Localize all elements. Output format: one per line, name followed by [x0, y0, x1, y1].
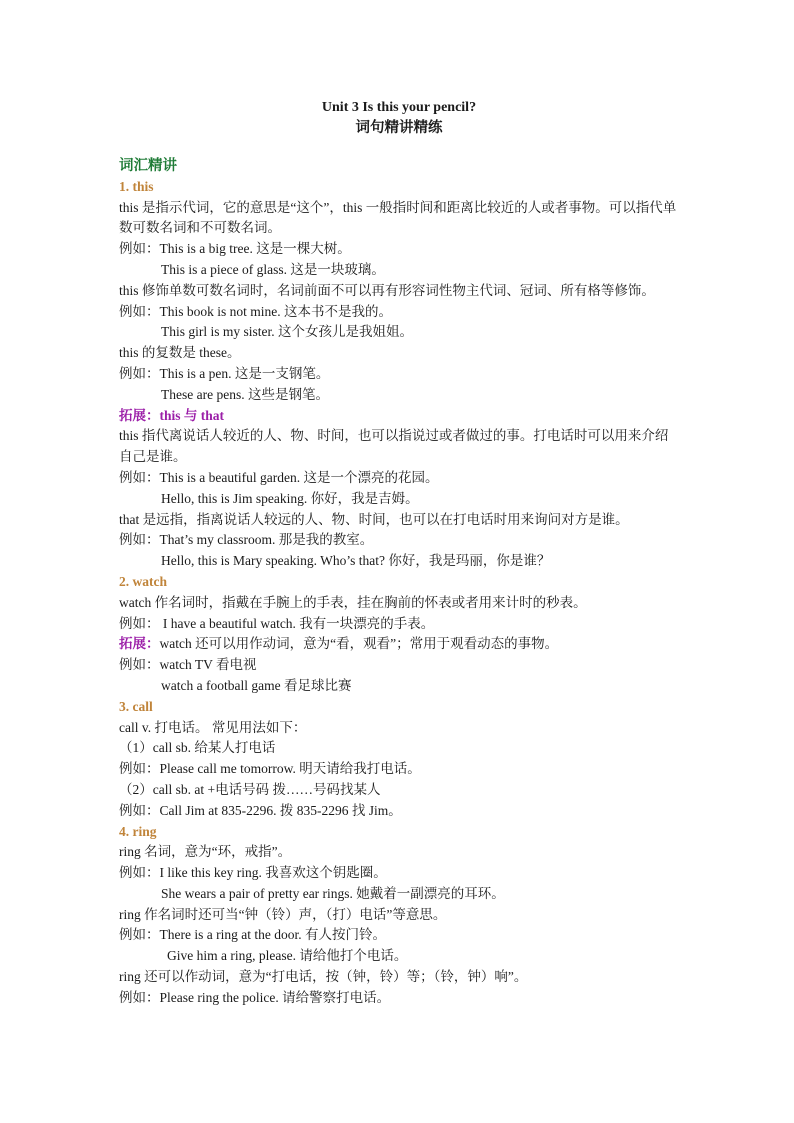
ring-paragraph-2: ring 作名词时还可当“钟（铃）声，（打）电话”等意思。 [119, 906, 447, 922]
ring-example-1b: She wears a pair of pretty ear rings. 她戴着一副漂亮的耳环。 [161, 885, 505, 901]
section-heading: 词汇精讲 [119, 158, 177, 174]
extend-example-2b: Hello, this is Mary speaking. Who’s that? 你好，我是玛丽，你是谁？ [161, 553, 551, 569]
ring-example-2a: 例如：There is a ring at the door. 有人按门铃。 [119, 927, 386, 943]
this-example-2a: 例如：This book is not mine. 这本书不是我的。 [119, 303, 392, 319]
extend-paragraph-1: this 指代离说话人较近的人、物、时间，也可以指说过或者做过的事。打电话时可以用来介绍自己是谁。 [119, 428, 669, 465]
this-example-1b: This is a piece of glass. 这是一块玻璃。 [161, 261, 385, 277]
watch-example-2b: watch a football game 看足球比赛 [161, 677, 352, 693]
extend-paragraph-2: that 是远指，指离说话人较远的人、物、时间，也可以在打电话时用来询问对方是谁。 [119, 511, 629, 527]
extend-example-2a: 例如：That’s my classroom. 那是我的教室。 [119, 532, 374, 548]
ring-example-2b: Give him a ring, please. 请给他打个电话。 [167, 948, 408, 964]
call-usage-2: （2）call sb. at +电话号码 拨……号码找某人 [119, 781, 381, 797]
watch-heading: 2. watch [119, 573, 167, 589]
watch-extend-line [119, 634, 679, 655]
call-example-1: 例如：Please call me tomorrow. 明天请给我打电话。 [119, 761, 421, 777]
ring-example-3: 例如：Please ring the police. 请给警察打电话。 [119, 989, 391, 1005]
call-usage-1: （1）call sb. 给某人打电话 [119, 740, 276, 756]
extend-example-1a: 例如：This is a beautiful garden. 这是一个漂亮的花园。 [119, 469, 439, 485]
watch-example-1: 例如： I have a beautiful watch. 我有一块漂亮的手表。 [119, 615, 435, 631]
doc-title: Unit 3 Is this your pencil? [321, 100, 477, 115]
this-heading: 1. this [119, 178, 154, 194]
this-example-1a: 例如：This is a big tree. 这是一棵大树。 [119, 241, 351, 257]
this-paragraph-1: this 是指示代词，它的意思是“这个”，this 一般指时间和距离比较近的人或者事物。可以指代单数可数名词和不可数名词。 [119, 199, 677, 236]
ring-paragraph-3: ring 还可以作动词，意为“打电话，按（钟，铃）等；（铃，钟）响”。 [119, 969, 528, 985]
this-example-2b: This girl is my sister. 这个女孩儿是我姐姐。 [161, 324, 414, 340]
ring-example-1a: 例如：I like this key ring. 我喜欢这个钥匙圈。 [119, 865, 387, 881]
doc-subtitle: 词句精讲精练 [355, 120, 443, 136]
extend-this-that-heading: 拓展：this 与 that [119, 407, 225, 423]
call-paragraph-1: call v. 打电话。 常见用法如下： [119, 719, 307, 735]
watch-extend-text: watch 还可以用作动词，意为“看，观看”；常用于观看动态的事物。 [159, 636, 559, 652]
this-paragraph-3: this 的复数是 these。 [119, 345, 241, 361]
call-example-2: 例如：Call Jim at 835-2296. 拨 835-2296 找 Jim。 [119, 802, 402, 818]
watch-extend-label: 拓展： [119, 636, 160, 652]
this-example-3a: 例如：This is a pen. 这是一支钢笔。 [119, 365, 330, 381]
watch-example-2a: 例如：watch TV 看电视 [119, 657, 257, 673]
ring-paragraph-1: ring 名词，意为“环，戒指”。 [119, 844, 292, 860]
call-heading: 3. call [119, 698, 153, 714]
extend-example-1b: Hello, this is Jim speaking. 你好，我是吉姆。 [161, 490, 419, 506]
ring-heading: 4. ring [119, 823, 157, 839]
this-example-3b: These are pens. 这些是钢笔。 [161, 386, 329, 402]
this-paragraph-2: this 修饰单数可数名词时，名词前面不可以再有形容词性物主代词、冠词、所有格等修饰。 [119, 282, 655, 298]
watch-paragraph-1: watch 作名词时，指戴在手腕上的手表，挂在胸前的怀表或者用来计时的秒表。 [119, 594, 587, 610]
document-body [119, 98, 679, 1009]
